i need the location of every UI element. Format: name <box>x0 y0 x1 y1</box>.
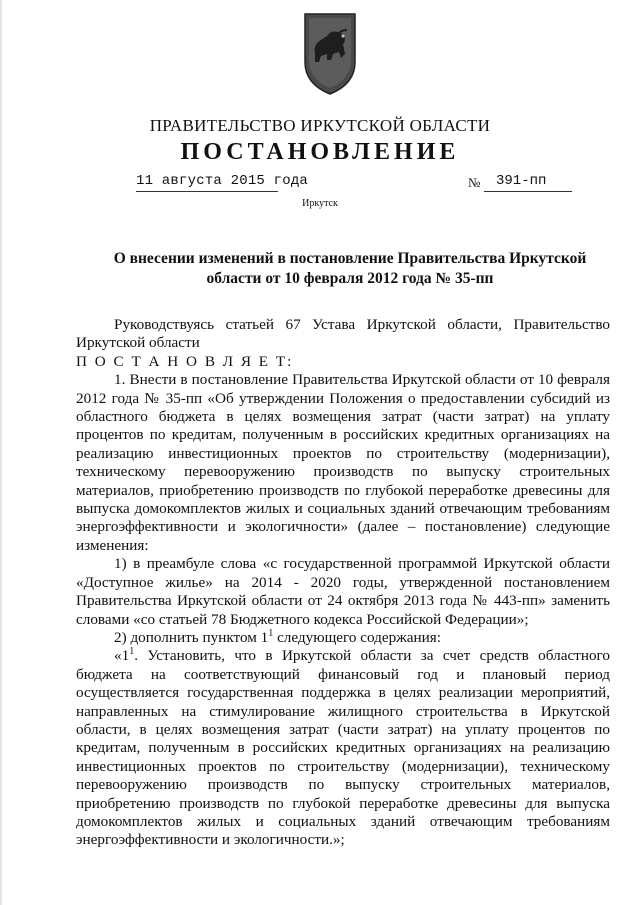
number-sign: № <box>468 175 481 190</box>
document-subject: О внесении изменений в постановление Правительства Иркутской области от 10 февраля 2012 года № 35-пп <box>113 250 587 287</box>
clause-number: «1 <box>114 647 130 665</box>
paragraph-1: 1. Внести в постановление Правительства Иркутской области от 10 февраля 2012 года № 35-пп «Об утверждении Положения о предоставлении субсидий из областного бюджета в целях возмещения затрат (части затрат) на уплату процентов по кредитам, полученным в российских кредитных организациях на реализацию инвестиционных проектов по строительству (модернизации), техническому перевооружению производств по выпуску строительных материалов, приобретению производств по глубокой переработке древесины для выпуска домокомплектов жилых и социальных зданий отвечающим требованиям энергоэффективности и экологичности» (далее – постановление) следующие изменения: <box>76 371 610 554</box>
new-clause-paragraph <box>76 647 610 849</box>
decree-heading: П О С Т А Н О В Л Я Е Т: <box>76 352 294 370</box>
document-date: 11 августа 2015 года <box>136 173 309 189</box>
document-number: 391-пп <box>496 173 547 189</box>
city: Иркутск <box>302 198 338 209</box>
clause-text: . Установить, что в Иркутской области за счет средств областного бюджета на соответствующий финансовый год и плановый период осуществляется государственная поддержка в целях реализации мероприятий, направленных на стимулирование жилищного строительства в Иркутской области, в целях возмещения затрат (части затрат) на уплату процентов по кредитам, полученным в российских кредитных организациях на реализацию инвестиционных проектов по строительству (модернизации), техническому перевооружению производств по выпуску строительных материалов, приобретению производств по глубокой переработке древесины для выпуска домокомплектов жилых и социальных зданий отвечающим требованиям энергоэффективности и экологичности.»; <box>76 647 610 849</box>
superscript: 1 <box>129 646 135 658</box>
document-type: ПОСТАНОВЛЕНИЕ <box>180 139 460 165</box>
document-body <box>76 316 610 850</box>
paragraph-1-subitem-1: 1) в преамбуле слова «с государственной программой Иркутской области «Доступное жилье» на 2014 - 2020 годы, утвержденной постановлением Правительства Иркутской области от 24 октября 2013 года № 443-пп» заменить словами «со статьей 78 Бюджетного кодекса Российской Федерации»; <box>76 555 610 628</box>
preamble-paragraph: Руководствуясь статьей 67 Устава Иркутской области, Правительство Иркутской области <box>76 316 610 352</box>
superscript: 1 <box>268 627 274 639</box>
number-underline <box>484 191 572 192</box>
date-underline <box>136 191 278 192</box>
organization-name: ПРАВИТЕЛЬСТВО ИРКУТСКОЙ ОБЛАСТИ <box>149 116 491 135</box>
irkutsk-coat-of-arms-icon <box>297 10 363 96</box>
paragraph-1-subitem-2 <box>76 629 610 647</box>
subitem-2-text-end: следующего содержания: <box>273 628 441 646</box>
subitem-2-text: 2) дополнить пунктом 1 <box>114 628 269 646</box>
